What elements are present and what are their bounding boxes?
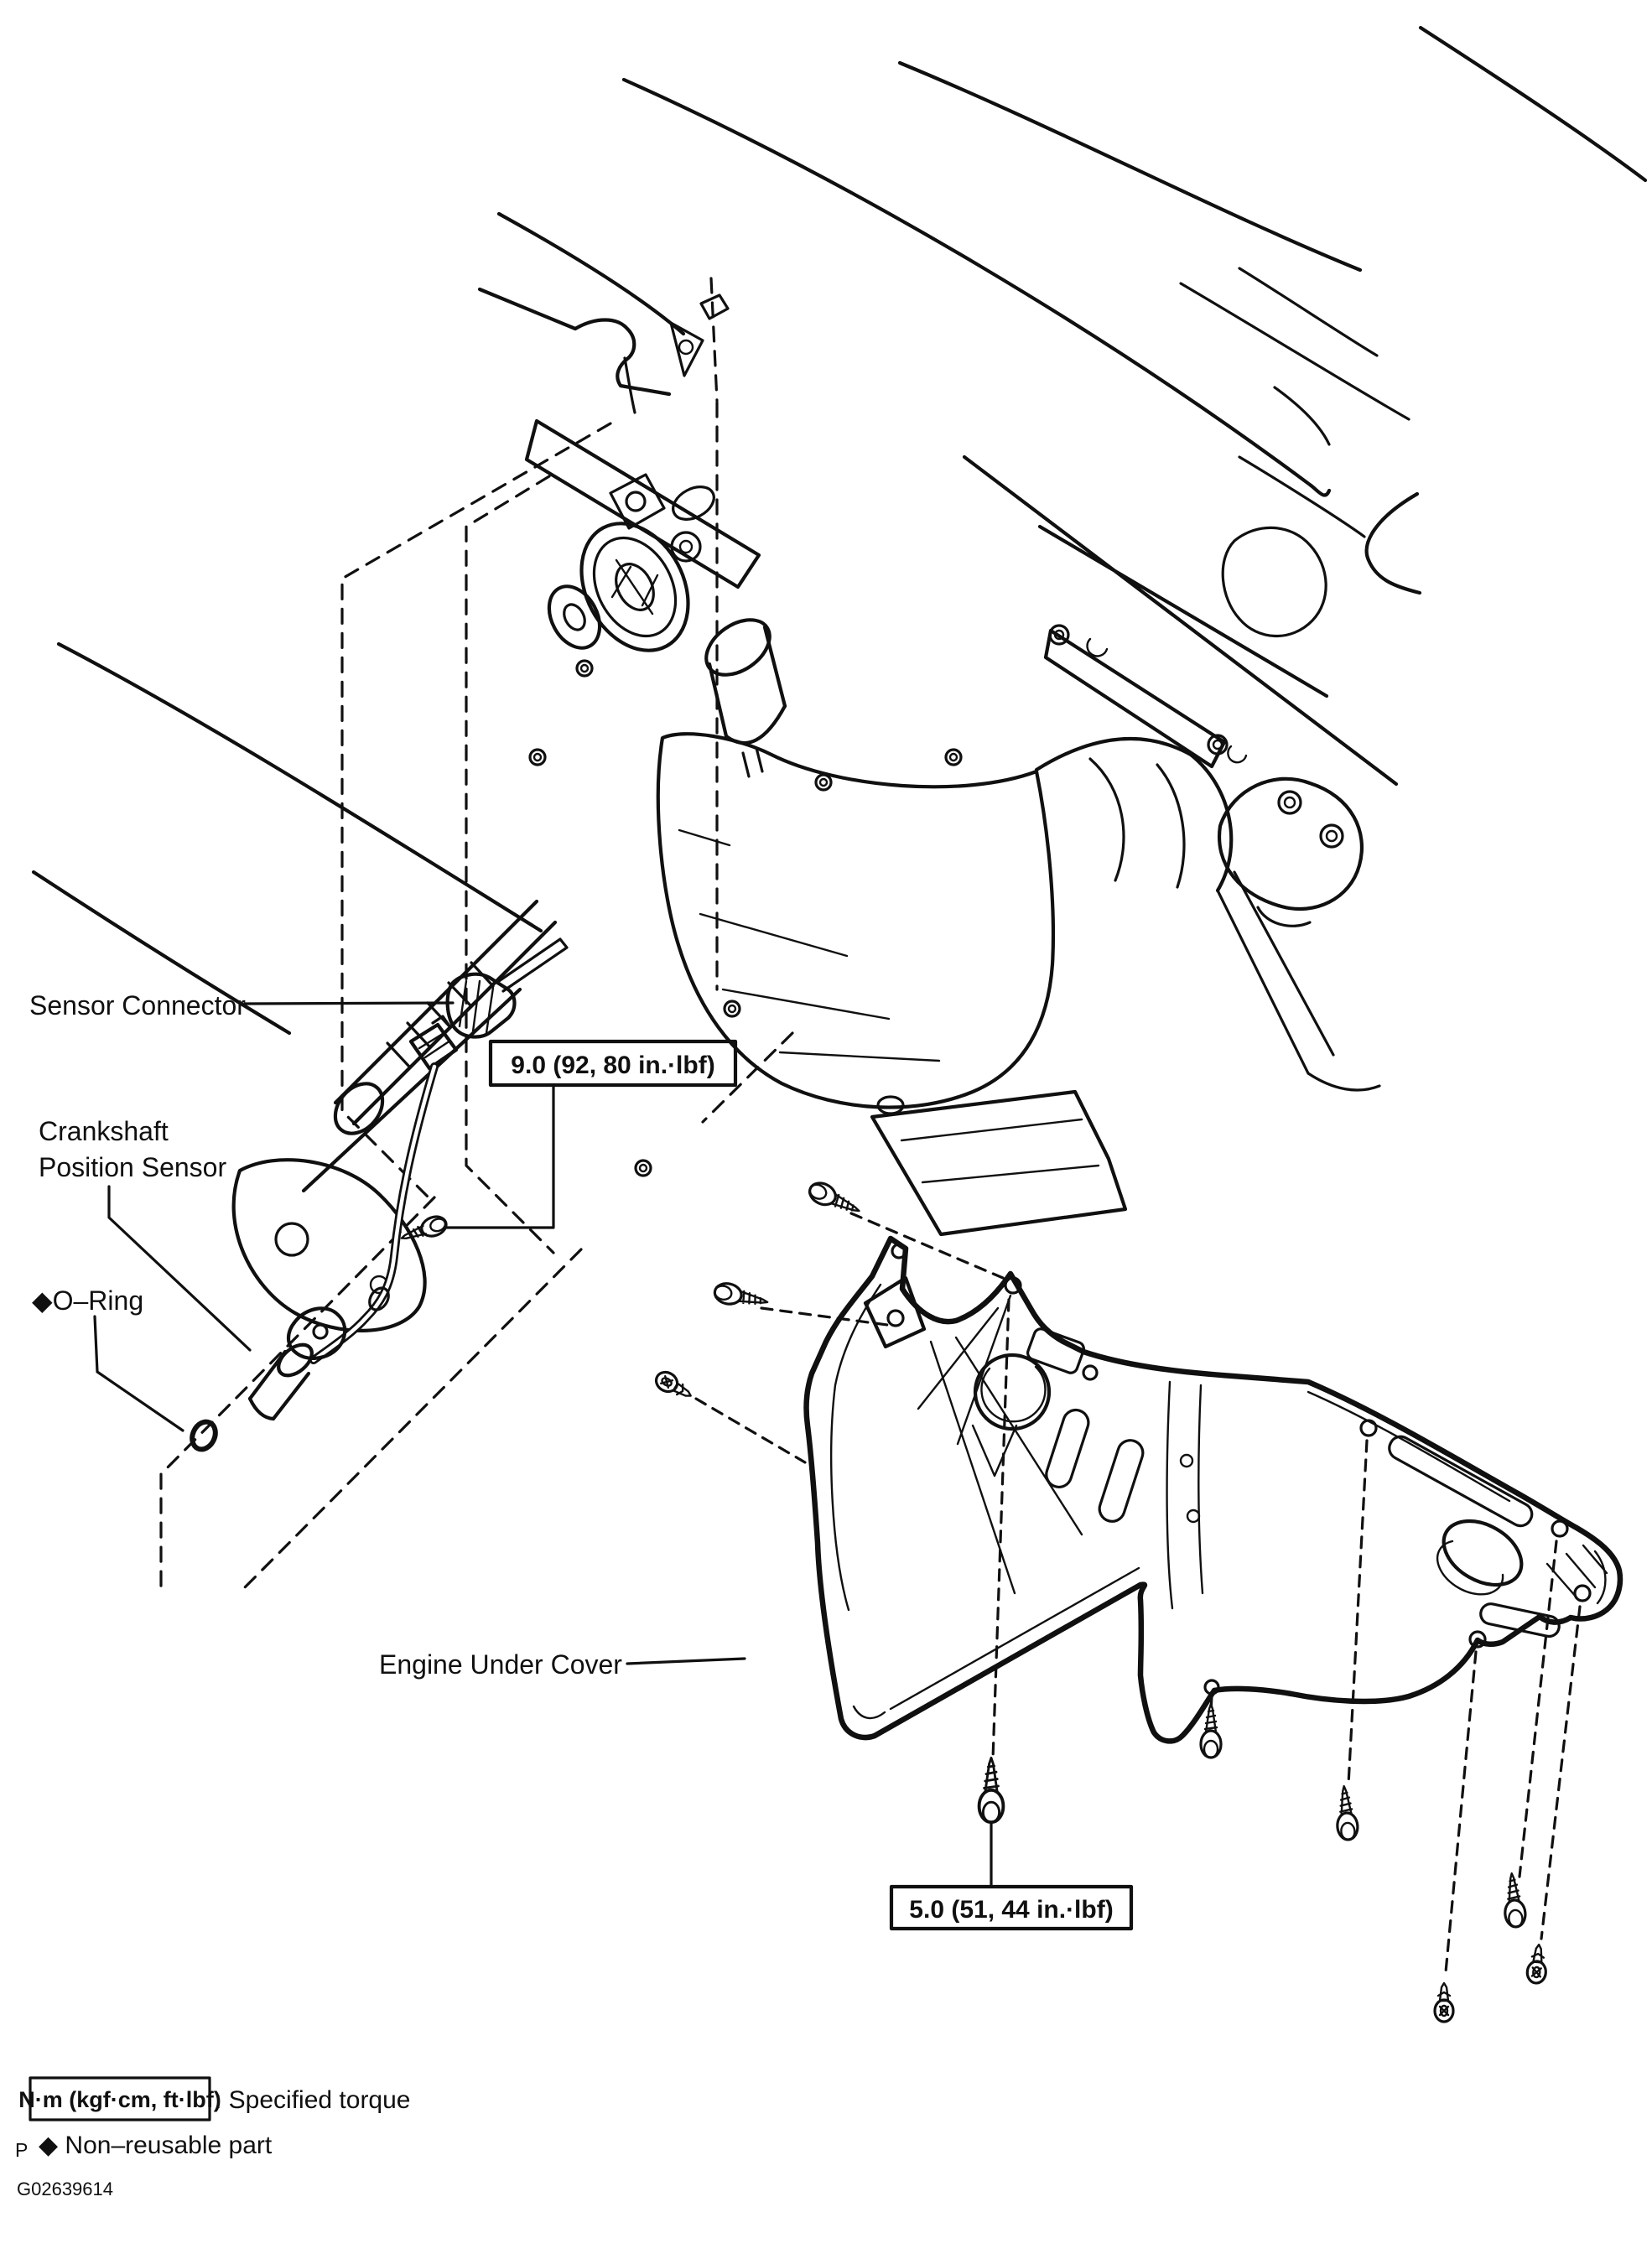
cover-clip-bottom-2 (1526, 1944, 1548, 1984)
fastener-leader-lines (696, 1213, 1580, 1972)
sensor-bolt (398, 1213, 449, 1247)
cover-screw-torqued (979, 1758, 1004, 1822)
label-crankshaft-line1: Crankshaft (39, 1116, 169, 1146)
label-sensor-connector: Sensor Connector (29, 990, 246, 1020)
cover-mounting-holes (888, 1244, 1590, 1694)
sensor-body (250, 1308, 345, 1419)
legend-p-mark: P (15, 2139, 29, 2161)
car-body-lines (34, 28, 1645, 1033)
leader-torque-9 (444, 1085, 553, 1228)
leader-engine-under-cover (627, 1659, 745, 1664)
legend-unit-meaning: : Specified torque (215, 2086, 411, 2114)
cover-clip-top-3 (652, 1368, 695, 1404)
cover-screw-bottom-2 (1334, 1785, 1358, 1841)
cutaway-dashed-lines (161, 278, 792, 1593)
legend-unit-text: N·m (kgf·cm, ft·lbf) (18, 2087, 221, 2112)
leader-sensor-connector (245, 1003, 453, 1004)
leader-crankshaft-sensor (109, 1187, 250, 1350)
torque-value-5: 5.0 (51, 44 in.·lbf) (909, 1896, 1114, 1924)
cover-screw-bottom-3 (1502, 1872, 1526, 1928)
cover-screw-bottom-1 (1201, 1704, 1221, 1758)
pulley-group (539, 505, 709, 669)
torque-spec-box-9 (491, 1041, 735, 1085)
cover-clip-bottom-1 (1435, 1983, 1453, 2022)
torque-spec-box-5 (891, 1887, 1131, 1929)
leader-o-ring (95, 1316, 183, 1431)
label-o-ring: ◆O–Ring (32, 1285, 144, 1316)
label-engine-under-cover: Engine Under Cover (379, 1649, 622, 1680)
legend (15, 2078, 410, 2199)
oil-filter (696, 609, 785, 776)
o-ring-part (188, 1418, 220, 1453)
engine-under-cover-part (807, 1239, 1620, 1741)
label-crankshaft-line2: Position Sensor (39, 1152, 227, 1182)
figure-id: G02639614 (17, 2179, 113, 2199)
legend-non-reusable: ◆ Non–reusable part (39, 2132, 273, 2159)
label-leader-lines (95, 1003, 991, 1885)
sensor-cable (314, 1067, 434, 1360)
subframe-lump (872, 1092, 1125, 1234)
torque-value-9: 9.0 (92, 80 in.·lbf) (511, 1052, 715, 1079)
